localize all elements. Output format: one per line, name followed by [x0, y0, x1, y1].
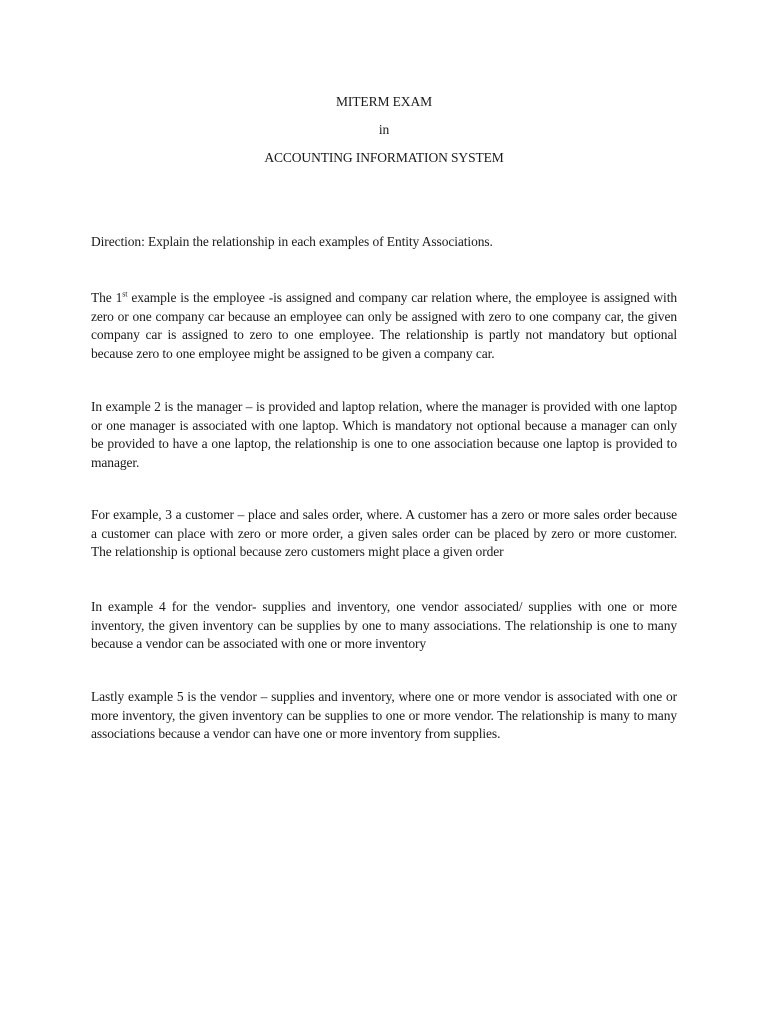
subject-title: ACCOUNTING INFORMATION SYSTEM	[264, 150, 504, 165]
paragraph-1-rest: example is the employee -is assigned and company car relation where, the employee is assigned with zero or one company car because an employee can only be assigned with zero to one company car, the given company car is assigned to zero to one employee. The relationship is partly not mandatory but optional because zero to one employee might be assigned to be given a company car.	[91, 290, 677, 361]
title-connector: in	[378, 122, 390, 137]
direction-text: Direction: Explain the relationship in each examples of Entity Associations.	[91, 234, 493, 249]
paragraph-example-4: In example 4 for the vendor- supplies and inventory, one vendor associated/ supplies with one or more inventory, the given inventory can be supplies by one to many associations. The relationship is one to many because a vendor can be associated with one or more inventory	[91, 599, 677, 652]
ordinal-suffix: st	[122, 289, 128, 299]
paragraph-example-2: In example 2 is the manager – is provided and laptop relation, where the manager is provided with one laptop or one manager is associated with one laptop. Which is mandatory not optional because a manager can only be provided to have a one laptop, the relationship is one to one association because one laptop is provided to manager.	[91, 399, 677, 470]
exam-title: MITERM EXAM	[335, 94, 433, 109]
paragraph-example-3: For example, 3 a customer – place and sales order, where. A customer has a zero or more sales order because a customer can place with zero or more order, a given sales order can be placed by zero or more customer. The relationship is optional because zero customers might place a given order	[91, 507, 677, 560]
paragraph-example-5: Lastly example 5 is the vendor – supplies and inventory, where one or more vendor is associated with one or more inventory, the given inventory can be supplies to one or more vendor. The relationship is many to many associations because a vendor can have one or more inventory from supplies.	[91, 689, 677, 742]
paragraph-example-1	[91, 289, 677, 363]
paragraph-1-start: The 1	[91, 290, 123, 305]
